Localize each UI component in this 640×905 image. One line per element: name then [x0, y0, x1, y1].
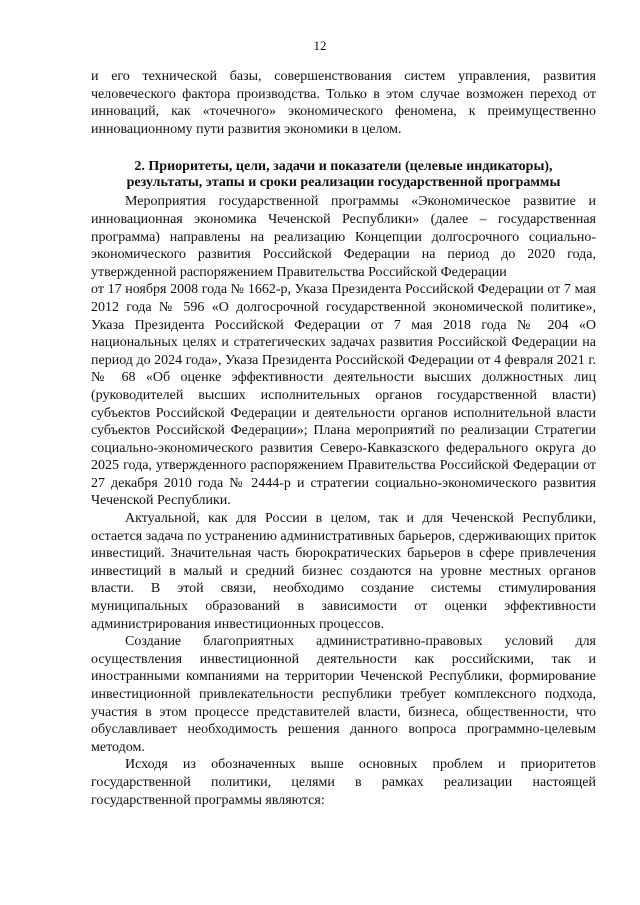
- paragraph-investment-conditions: Создание благоприятных административно-правовых условий для осуществления инвестиционной деятельности как российскими, так и иностранными компаниями на территории Чеченской Республики, формирование инвестиционной привлекательности республики требует комплексного подхода, участия в этом процессе представителей власти, бизнеса, общественности, что обуславливает необходимость решения данного вопроса программно-целевым методом.: [91, 634, 596, 755]
- intro-paragraph: и его технической базы, совершенствования систем управления, развития человеческого фактора производства. Только в этом случае возможен переход от инноваций, как «точечного» экономического феномена, к преимущественно инновационному пути развития экономики в целом.: [91, 69, 596, 137]
- section-heading-line-1: 2. Приоритеты, цели, задачи и показатели (целевые индикаторы),: [134, 159, 553, 175]
- paragraph-admin-barriers: Актуальной, как для России в целом, так и для Чеченской Республики, остается задача по устранению административных барьеров, сдерживающих приток инвестиций. Значительная часть бюрократических барьеров в сфере привлечения инвестиций в малый и средний бизнес создаются на уровне местных органов власти. В этой связи, необходимо создание системы стимулирования муниципальных образований в зависимости от оценки эффективности администрирования инвестиционных процессов.: [91, 511, 596, 632]
- paragraph-program-measures: [91, 193, 596, 510]
- paragraph-program-measures-part-1: Мероприятия государственной программы «Экономическое развитие и инновационная экономика Чеченской Республики» (далее – государственная программа) направлены на реализацию Концепции долгосрочного социально-экономического развития Российской Федерации на период до 2020 года, утвержденной распоряжением Правительства Российской Федерации: [91, 194, 596, 280]
- section-heading: [91, 159, 596, 191]
- paragraph-program-measures-part-2: от 17 ноября 2008 года № 1662-р, Указа Президента Российской Федерации от 7 мая 2012 года № 596 «О долгосрочной государственной экономической политике», Указа Президента Российской Федерации от 7 мая 2018 года № 204 «О национальных целях и стратегических задачах развития Российской Федерации на период до 2024 года», Указа Президента Российской Федерации от 4 февраля 2021 г. № 68 «Об оценке эффективности деятельности высших должностных лиц (руководителей высших исполнительных органов государственной власти) субъектов Российской Федерации и деятельности органов исполнительной власти субъектов Российской Федерации»; Плана мероприятий по реализации Стратегии социально-экономического развития Северо-Кавказского федерального округа до 2025 года, утвержденного распоряжением Правительства Российской Федерации от 27 декабря 2010 года № 2444-р и стратегии социально-экономического развития Чеченской Республики.: [91, 282, 596, 509]
- paragraph-program-goals: Исходя из обозначенных выше основных проблем и приоритетов государственной политики, целями в рамках реализации настоящей государственной программы являются:: [91, 757, 596, 808]
- page-number: 12: [313, 38, 327, 53]
- section-heading-line-2: результаты, этапы и сроки реализации государственной программы: [126, 175, 561, 191]
- document-body: [91, 68, 596, 809]
